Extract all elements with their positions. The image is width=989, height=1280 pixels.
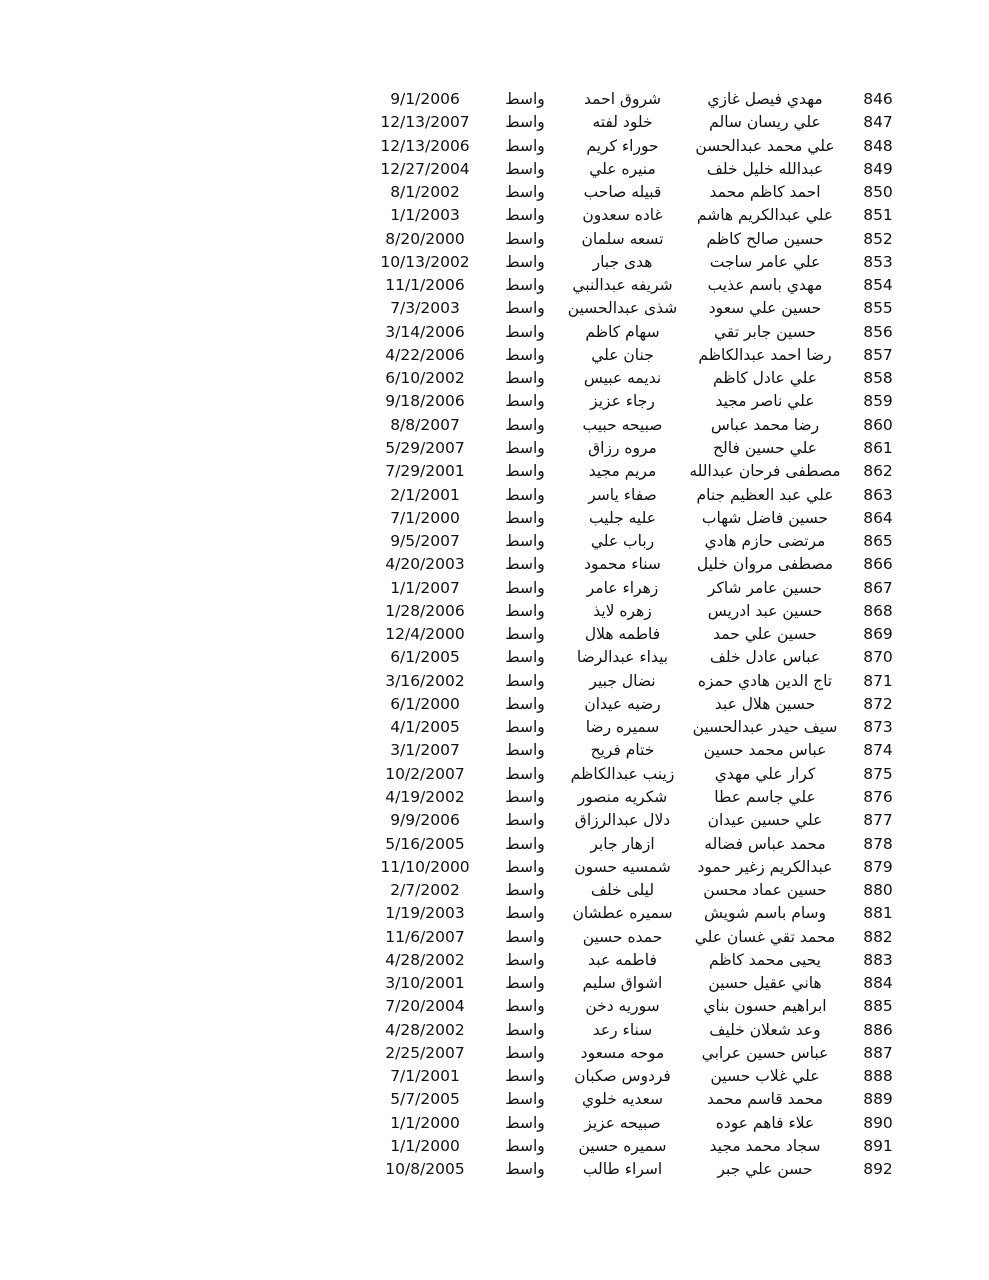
birth-date: 7/1/2001 — [390, 1067, 460, 1086]
table-row — [0, 321, 989, 344]
table-row — [0, 786, 989, 809]
person-name: حسين صالح كاظم — [706, 229, 824, 248]
person-name: عباس عادل خلف — [709, 648, 821, 667]
governorate: واسط — [505, 322, 545, 341]
table-row — [0, 902, 989, 925]
mother-name: حمده حسين — [582, 927, 663, 946]
person-name: علي حسين عيدان — [707, 811, 823, 830]
governorate: واسط — [505, 950, 545, 969]
table-row — [0, 251, 989, 274]
mother-name: اسراء طالب — [582, 1160, 663, 1179]
birth-date: 12/4/2000 — [385, 625, 465, 644]
table-row — [0, 739, 989, 762]
birth-date: 5/29/2007 — [385, 438, 465, 457]
person-name: علي ريسان سالم — [709, 113, 821, 132]
mother-name: رجاء عزيز — [590, 392, 655, 411]
governorate: واسط — [505, 811, 545, 830]
table-row — [0, 809, 989, 832]
mother-name: شذى عبدالحسين — [567, 299, 678, 318]
record-number: 865 — [863, 532, 893, 551]
governorate: واسط — [505, 392, 545, 411]
table-row — [0, 1135, 989, 1158]
table-row — [0, 390, 989, 413]
record-number: 875 — [863, 764, 893, 783]
mother-name: فاطمه هلال — [584, 625, 661, 644]
record-number: 857 — [863, 345, 893, 364]
birth-date: 2/25/2007 — [385, 1043, 465, 1062]
birth-date: 10/13/2002 — [380, 252, 470, 271]
governorate: واسط — [505, 369, 545, 388]
record-number: 884 — [863, 974, 893, 993]
birth-date: 7/20/2004 — [385, 997, 465, 1016]
person-name: سجاد محمد مجيد — [709, 1136, 821, 1155]
birth-date: 11/6/2007 — [385, 927, 465, 946]
birth-date: 3/10/2001 — [385, 974, 465, 993]
governorate: واسط — [505, 1160, 545, 1179]
mother-name: صبيحه حبيب — [582, 415, 663, 434]
record-number: 892 — [863, 1160, 893, 1179]
record-number: 885 — [863, 997, 893, 1016]
record-number: 890 — [863, 1113, 893, 1132]
birth-date: 10/2/2007 — [385, 764, 465, 783]
person-name: رضا محمد عباس — [710, 415, 820, 434]
governorate: واسط — [505, 159, 545, 178]
governorate: واسط — [505, 276, 545, 295]
mother-name: سميره عطشان — [572, 904, 673, 923]
governorate: واسط — [505, 648, 545, 667]
mother-name: مروه رزاق — [588, 438, 657, 457]
mother-name: رباب علي — [590, 532, 655, 551]
table-row — [0, 437, 989, 460]
record-number: 862 — [863, 462, 893, 481]
person-name: علي عبد العظيم جنام — [696, 485, 834, 504]
mother-name: فاطمه عبد — [588, 950, 657, 969]
person-name: علي غلاب حسين — [710, 1067, 820, 1086]
table-row — [0, 1112, 989, 1135]
table-row — [0, 646, 989, 669]
table-row — [0, 414, 989, 437]
mother-name: رضيه عيدان — [584, 694, 661, 713]
record-number: 891 — [863, 1136, 893, 1155]
governorate: واسط — [505, 1090, 545, 1109]
birth-date: 9/1/2006 — [390, 90, 460, 108]
record-number: 852 — [863, 229, 893, 248]
governorate: واسط — [505, 625, 545, 644]
mother-name: جنان علي — [591, 345, 654, 364]
record-number: 882 — [863, 927, 893, 946]
person-name: مهدي باسم عذيب — [707, 276, 823, 295]
governorate: واسط — [505, 299, 545, 318]
table-row — [0, 1088, 989, 1111]
person-name: عباس حسين عرابي — [701, 1043, 829, 1062]
birth-date: 7/1/2000 — [390, 508, 460, 527]
mother-name: ليلى خلف — [590, 881, 655, 900]
birth-date: 1/1/2000 — [390, 1136, 460, 1155]
mother-name: دلال عبدالرزاق — [574, 811, 671, 830]
person-name: علي عامر ساجت — [709, 252, 821, 271]
governorate: واسط — [505, 1067, 545, 1086]
mother-name: شريفه عبدالنبي — [572, 276, 673, 295]
mother-name: هدى جبار — [592, 252, 653, 271]
table-row — [0, 460, 989, 483]
birth-date: 2/1/2001 — [390, 485, 460, 504]
record-number: 870 — [863, 648, 893, 667]
governorate: واسط — [505, 555, 545, 574]
person-name: محمد تقي غسان علي — [694, 927, 836, 946]
person-name: كرار علي مهدي — [714, 764, 816, 783]
birth-date: 12/13/2006 — [380, 136, 470, 155]
record-number: 886 — [863, 1020, 893, 1039]
birth-date: 4/28/2002 — [385, 950, 465, 969]
table-row — [0, 879, 989, 902]
mother-name: ازهار جابر — [590, 834, 655, 853]
governorate: واسط — [505, 1136, 545, 1155]
birth-date: 4/19/2002 — [385, 787, 465, 806]
record-number: 876 — [863, 787, 893, 806]
person-name: حسين عماد محسن — [703, 881, 827, 900]
mother-name: سناء رعد — [592, 1020, 653, 1039]
person-name: مصطفى فرحان عبدالله — [689, 462, 841, 481]
person-name: حسين علي سعود — [708, 299, 822, 318]
table-row — [0, 297, 989, 320]
mother-name: قبيله صاحب — [583, 183, 662, 202]
mother-name: خلود لفته — [592, 113, 653, 132]
record-number: 878 — [863, 834, 893, 853]
birth-date: 2/7/2002 — [390, 881, 460, 900]
mother-name: غاده سعدون — [582, 206, 663, 225]
governorate: واسط — [505, 578, 545, 597]
person-name: وعد شعلان خليف — [709, 1020, 821, 1039]
table-row — [0, 972, 989, 995]
mother-name: زهره لايذ — [593, 601, 652, 620]
table-row — [0, 204, 989, 227]
record-number: 851 — [863, 206, 893, 225]
birth-date: 4/1/2005 — [390, 718, 460, 737]
birth-date: 8/1/2002 — [390, 183, 460, 202]
person-name: علي جاسم عطا — [714, 787, 816, 806]
birth-date: 7/29/2001 — [385, 462, 465, 481]
governorate: واسط — [505, 718, 545, 737]
person-name: هاني عقيل حسين — [708, 974, 822, 993]
record-number: 888 — [863, 1067, 893, 1086]
governorate: واسط — [505, 1113, 545, 1132]
person-name: رضا احمد عبدالكاظم — [698, 345, 832, 364]
governorate: واسط — [505, 671, 545, 690]
mother-name: نضال جبير — [589, 671, 656, 690]
table-row — [0, 1042, 989, 1065]
person-name: عباس محمد حسين — [703, 741, 827, 760]
governorate: واسط — [505, 787, 545, 806]
record-number: 863 — [863, 485, 893, 504]
table-row — [0, 670, 989, 693]
governorate: واسط — [505, 206, 545, 225]
birth-date: 10/8/2005 — [385, 1160, 465, 1179]
person-name: علي عبدالكريم هاشم — [696, 206, 834, 225]
governorate: واسط — [505, 857, 545, 876]
table-row — [0, 88, 989, 111]
record-number: 864 — [863, 508, 893, 527]
table-row — [0, 530, 989, 553]
birth-date: 1/1/2000 — [390, 1113, 460, 1132]
birth-date: 4/22/2006 — [385, 345, 465, 364]
mother-name: مريم مجيد — [588, 462, 657, 481]
table-row — [0, 600, 989, 623]
mother-name: سهام كاظم — [585, 322, 660, 341]
birth-date: 1/19/2003 — [385, 904, 465, 923]
person-name: حسين فاضل شهاب — [701, 508, 829, 527]
governorate: واسط — [505, 485, 545, 504]
record-number: 880 — [863, 881, 893, 900]
person-name: مهدي فيصل غازي — [707, 90, 823, 108]
birth-date: 7/3/2003 — [390, 299, 460, 318]
mother-name: تسعه سلمان — [581, 229, 664, 248]
record-number: 853 — [863, 252, 893, 271]
person-name: علي حسين فالح — [713, 438, 817, 457]
governorate: واسط — [505, 252, 545, 271]
record-number: 848 — [863, 136, 893, 155]
birth-date: 11/1/2006 — [385, 276, 465, 295]
mother-name: شمسيه حسون — [574, 857, 671, 876]
table-row — [0, 158, 989, 181]
mother-name: سميره رضا — [585, 718, 660, 737]
record-number: 883 — [863, 950, 893, 969]
mother-name: بيداء عبدالرضا — [576, 648, 669, 667]
person-name: ابراهيم حسون بناي — [703, 997, 827, 1016]
person-name: علي عادل كاظم — [712, 369, 818, 388]
person-name: حسين جابر تقي — [714, 322, 816, 341]
table-row — [0, 693, 989, 716]
record-number: 867 — [863, 578, 893, 597]
governorate: واسط — [505, 462, 545, 481]
governorate: واسط — [505, 1020, 545, 1039]
mother-name: ختام فريح — [590, 741, 655, 760]
record-number: 873 — [863, 718, 893, 737]
table-row — [0, 716, 989, 739]
governorate: واسط — [505, 881, 545, 900]
governorate: واسط — [505, 927, 545, 946]
table-row — [0, 1065, 989, 1088]
birth-date: 9/18/2006 — [385, 392, 465, 411]
birth-date: 1/1/2003 — [390, 206, 460, 225]
table-row — [0, 833, 989, 856]
governorate: واسط — [505, 345, 545, 364]
person-name: يحيى محمد كاظم — [709, 950, 821, 969]
table-row — [0, 763, 989, 786]
birth-date: 1/28/2006 — [385, 601, 465, 620]
person-name: سيف حيدر عبدالحسين — [692, 718, 838, 737]
table-row — [0, 856, 989, 879]
governorate: واسط — [505, 974, 545, 993]
person-name: احمد كاظم محمد — [709, 183, 821, 202]
table-row — [0, 623, 989, 646]
table-row — [0, 484, 989, 507]
record-number: 872 — [863, 694, 893, 713]
table-row — [0, 507, 989, 530]
record-number: 881 — [863, 904, 893, 923]
mother-name: نديمه عبيس — [583, 369, 662, 388]
birth-date: 11/10/2000 — [380, 857, 470, 876]
governorate: واسط — [505, 997, 545, 1016]
governorate: واسط — [505, 904, 545, 923]
birth-date: 9/5/2007 — [390, 532, 460, 551]
governorate: واسط — [505, 183, 545, 202]
person-name: عبدالله خليل خلف — [706, 159, 824, 178]
record-number: 889 — [863, 1090, 893, 1109]
record-number: 849 — [863, 159, 893, 178]
person-name: حسين عبد ادريس — [707, 601, 823, 620]
mother-name: فردوس صكبان — [574, 1067, 671, 1086]
governorate: واسط — [505, 741, 545, 760]
mother-name: حوراء كريم — [586, 136, 659, 155]
record-number: 871 — [863, 671, 893, 690]
governorate: واسط — [505, 415, 545, 434]
person-name: تاج الدين هادي حمزه — [697, 671, 833, 690]
mother-name: موحه مسعود — [580, 1043, 665, 1062]
governorate: واسط — [505, 508, 545, 527]
mother-name: سعديه خلوي — [581, 1090, 663, 1109]
mother-name: اشواق سليم — [582, 974, 663, 993]
birth-date: 12/13/2007 — [380, 113, 470, 132]
record-number: 887 — [863, 1043, 893, 1062]
record-number: 850 — [863, 183, 893, 202]
record-number: 859 — [863, 392, 893, 411]
mother-name: زهراء عامر — [586, 578, 659, 597]
record-number: 846 — [863, 90, 893, 108]
birth-date: 3/14/2006 — [385, 322, 465, 341]
person-name: مصطفى مروان خليل — [696, 555, 834, 574]
governorate: واسط — [505, 90, 545, 108]
mother-name: زينب عبدالكاظم — [570, 764, 675, 783]
governorate: واسط — [505, 438, 545, 457]
table-row — [0, 181, 989, 204]
governorate: واسط — [505, 136, 545, 155]
governorate: واسط — [505, 834, 545, 853]
mother-name: شكريه منصور — [577, 787, 668, 806]
person-name: حسن علي جبر — [717, 1160, 813, 1179]
record-number: 868 — [863, 601, 893, 620]
mother-name: سوريه دخن — [585, 997, 660, 1016]
person-name: علي ناصر مجيد — [715, 392, 815, 411]
table-row — [0, 1019, 989, 1042]
record-number: 858 — [863, 369, 893, 388]
birth-date: 8/8/2007 — [390, 415, 460, 434]
person-name: محمد عباس فضاله — [704, 834, 826, 853]
birth-date: 1/1/2007 — [390, 578, 460, 597]
record-number: 879 — [863, 857, 893, 876]
mother-name: عليه جليب — [589, 508, 656, 527]
person-name: علي محمد عبدالحسن — [695, 136, 835, 155]
governorate: واسط — [505, 694, 545, 713]
mother-name: صبيحه عزيز — [584, 1113, 661, 1132]
person-name: وسام باسم شويش — [703, 904, 827, 923]
governorate: واسط — [505, 764, 545, 783]
governorate: واسط — [505, 601, 545, 620]
governorate: واسط — [505, 532, 545, 551]
birth-date: 8/20/2000 — [385, 229, 465, 248]
birth-date: 3/16/2002 — [385, 671, 465, 690]
person-name: مرتضى حازم هادي — [704, 532, 826, 551]
record-number: 855 — [863, 299, 893, 318]
person-name: علاء فاهم عوده — [715, 1113, 815, 1132]
table-row — [0, 949, 989, 972]
record-number: 866 — [863, 555, 893, 574]
table-row — [0, 553, 989, 576]
table-row — [0, 926, 989, 949]
birth-date: 5/16/2005 — [385, 834, 465, 853]
mother-name: صفاء ياسر — [588, 485, 657, 504]
birth-date: 4/20/2003 — [385, 555, 465, 574]
record-number: 856 — [863, 322, 893, 341]
record-number: 854 — [863, 276, 893, 295]
table-row — [0, 228, 989, 251]
table-row — [0, 995, 989, 1018]
governorate: واسط — [505, 113, 545, 132]
person-name: محمد قاسم محمد — [706, 1090, 824, 1109]
birth-date: 5/7/2005 — [390, 1090, 460, 1109]
mother-name: سناء محمود — [584, 555, 661, 574]
records-list — [0, 88, 989, 1181]
record-number: 860 — [863, 415, 893, 434]
mother-name: منيره علي — [589, 159, 656, 178]
table-row — [0, 274, 989, 297]
birth-date: 6/1/2005 — [390, 648, 460, 667]
birth-date: 4/28/2002 — [385, 1020, 465, 1039]
record-number: 861 — [863, 438, 893, 457]
table-row — [0, 344, 989, 367]
record-number: 847 — [863, 113, 893, 132]
table-row — [0, 1158, 989, 1181]
person-name: حسين علي حمد — [713, 625, 817, 644]
birth-date: 9/9/2006 — [390, 811, 460, 830]
birth-date: 3/1/2007 — [390, 741, 460, 760]
record-number: 874 — [863, 741, 893, 760]
table-row — [0, 135, 989, 158]
table-row — [0, 111, 989, 134]
person-name: حسين عامر شاكر — [707, 578, 823, 597]
table-row — [0, 367, 989, 390]
birth-date: 6/1/2000 — [390, 694, 460, 713]
person-name: عبدالكريم زغير حمود — [697, 857, 833, 876]
birth-date: 12/27/2004 — [380, 159, 470, 178]
mother-name: سميره حسين — [578, 1136, 667, 1155]
mother-name: شروق احمد — [584, 90, 661, 108]
birth-date: 6/10/2002 — [385, 369, 465, 388]
record-number: 869 — [863, 625, 893, 644]
table-row — [0, 577, 989, 600]
governorate: واسط — [505, 229, 545, 248]
governorate: واسط — [505, 1043, 545, 1062]
person-name: حسين هلال عبد — [714, 694, 816, 713]
record-number: 877 — [863, 811, 893, 830]
